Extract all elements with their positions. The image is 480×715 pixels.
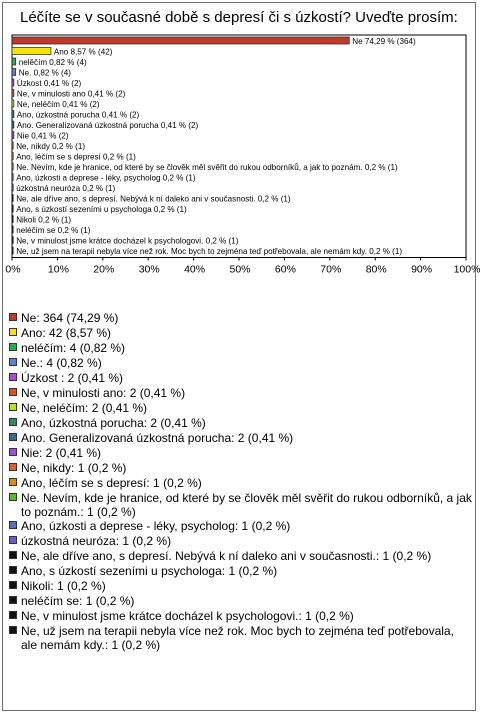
legend-swatch [9,478,17,486]
bar [12,100,14,107]
legend-item [8,564,473,579]
bar-data-label: Ne, ale dříve ano, s depresí. Nebývá k ní daleko ani v současnosti. 0,2 % (1) [16,194,291,204]
x-tick-label: 90% [411,263,433,276]
bar [12,195,13,202]
legend-item [8,519,473,534]
legend-label: Ne: 364 (74,29 %) [21,311,119,325]
legend-label: Ano, s úzkostí sezeními u psychologa: 1 (0,2 %) [21,564,278,578]
bar-data-label: Ne. Nevím, kde je hranice, od které by se člověk měl svěřit do rukou odborníků, a jak to poznám. 0,2 % (1) [16,163,398,172]
legend-item [8,386,473,401]
x-tick-label: 50% [229,263,251,276]
x-tick-label: 40% [184,263,206,276]
x-tick-label: 100% [453,263,480,276]
bar-data-label: Ano, léčím se s depresí 0,2 % (1) [16,152,136,162]
legend-swatch [9,611,17,619]
x-tick-label: 80% [365,263,387,276]
legend-swatch [9,313,17,321]
legend-swatch [9,418,17,426]
legend-swatch [9,626,17,634]
legend-swatch [9,521,17,529]
x-tick-label: 10% [47,263,69,276]
legend-swatch [9,388,17,396]
legend-label: Ne. Nevím, kde je hranice, od které by se člověk měl svěřit do rukou odborníků, a jak to poznám.: 1 (0,2 %) [21,491,472,519]
legend-label: Ne, neléčím: 2 (0,41 %) [21,401,148,415]
legend-label: Ne, ale dříve ano, s depresí. Nebývá k ní daleko ani v současnosti.: 1 (0,2 %) [21,549,432,563]
bar [12,216,13,223]
legend-label: Ne, v minulosti ano: 2 (0,41 %) [21,386,186,400]
bar-data-label: Úzkost 0,41 % (2) [16,79,82,88]
legend-label: Nie: 2 (0,41 %) [21,446,102,460]
bar [12,142,13,149]
bar-data-label: Ne, v minulost jsme krátce docházel k psychologovi. 0,2 % (1) [16,236,239,246]
bar [12,184,13,191]
x-tick-label: 30% [138,263,160,276]
legend-item [8,461,473,476]
bar [12,48,51,55]
bar [12,163,13,170]
bar-data-label: Ano 8,57 % (42) [53,47,113,57]
legend-item [8,326,473,341]
legend-item [8,311,473,326]
bar [12,226,13,233]
bar [12,121,14,128]
legend-label: Ano, úzkostná porucha: 2 (0,41 %) [21,416,206,430]
legend-item [8,431,473,446]
bar-data-label: Nie 0,41 % (2) [16,131,69,141]
bar-data-label: Ne, už jsem na terapii nebyla více než rok. Moc bych to zejména teď potřebovala, ale nemám kdy. 0,2 % (1) [16,247,403,256]
bar [12,205,13,212]
legend-label: neléčím se: 1 (0,2 %) [21,594,135,608]
legend-swatch [9,581,17,589]
legend-swatch [9,493,17,501]
legend-swatch [9,343,17,351]
legend-item [8,476,473,491]
bar [12,132,14,139]
bar [12,237,13,244]
bar-data-label: Ano, úzkostná porucha 0,41 % (2) [16,110,140,120]
legend-swatch [9,328,17,336]
legend-item [8,534,473,549]
legend-swatch [9,463,17,471]
bar [12,79,14,86]
legend-item [8,549,473,564]
legend-label: úzkostná neuróza: 1 (0,2 %) [21,534,172,548]
legend-swatch [9,448,17,456]
x-tick-label: 0% [5,263,21,276]
bar-data-label: Ne, nikdy 0,2 % (1) [16,142,86,151]
legend-swatch [9,566,17,574]
legend-label: Ano. Generalizovaná úzkostná porucha: 2 (0,41 %) [21,431,294,445]
legend-swatch [9,373,17,381]
chart-legend [8,311,473,652]
legend-label: Ano, úzkosti a deprese - léky, psycholog: 1 (0,2 %) [21,519,291,533]
bar-data-label: Nikoli 0,2 % (1) [16,215,72,225]
legend-swatch [9,433,17,441]
legend-item [8,579,473,594]
bar-data-label: úzkostná neuróza 0,2 % (1) [16,184,116,193]
bar-chart [0,0,480,310]
bar [12,174,13,181]
bar-data-label: Ano, s úzkostí sezeními u psychologa 0,2 % (1) [16,205,187,214]
legend-swatch [9,358,17,366]
legend-item [8,594,473,609]
bar-data-label: neléčím se 0,2 % (1) [16,226,91,235]
legend-label: Ne.: 4 (0,82 %) [21,356,102,370]
legend-item [8,416,473,431]
legend-item [8,491,473,519]
legend-label: Ne, už jsem na terapii nebyla více než rok. Moc bych to zejména teď potřebovala, ale nemám kdy.: 1 (0,2 %) [21,624,454,652]
bar-data-label: nelěčím 0,82 % (4) [18,58,87,67]
x-tick-label: 20% [93,263,115,276]
legend-label: Úzkost : 2 (0,41 %) [21,371,124,385]
bar [12,153,13,160]
legend-label: Nikoli: 1 (0,2 %) [21,579,106,593]
chart-title: Léčíte se v současné době s depresí či s úzkostí? Uveďte prosím: [20,9,458,26]
bar-data-label: Ne. 0,82 % (4) [18,68,71,78]
bar [12,58,16,65]
legend-item [8,609,473,624]
legend-item [8,341,473,356]
legend-swatch [9,403,17,411]
legend-label: Ano: 42 (8,57 %) [21,326,112,340]
bar [12,37,349,44]
x-tick-label: 60% [274,263,296,276]
legend-swatch [9,551,17,559]
legend-item [8,371,473,386]
bar-data-label: Ano. Generalizovaná úzkostná porucha 0,41 % (2) [16,121,199,130]
legend-item [8,356,473,371]
bar [12,111,14,118]
legend-label: neléčím: 4 (0,82 %) [21,341,126,355]
bar-data-label: Ne, v minulosti ano 0,41 % (2) [16,89,126,99]
legend-swatch [9,536,17,544]
bar [12,247,13,254]
bar-data-label: Ne, neléčím 0,41 % (2) [16,100,100,109]
legend-swatch [9,596,17,604]
bar-data-label: Ne 74,29 % (364) [352,37,416,46]
legend-item [8,624,473,652]
bar-data-label: Ano, úzkosti a deprese - léky, psycholog 0,2 % (1) [16,173,196,183]
bar [12,69,16,76]
legend-label: Ne, nikdy: 1 (0,2 %) [21,461,127,475]
legend-item [8,446,473,461]
legend-label: Ne, v minulost jsme krátce docházel k psychologovi.: 1 (0,2 %) [21,609,354,623]
x-tick-label: 70% [320,263,342,276]
legend-label: Ano, léčím se s depresí: 1 (0,2 %) [21,476,202,490]
legend-item [8,401,473,416]
bar [12,90,14,97]
